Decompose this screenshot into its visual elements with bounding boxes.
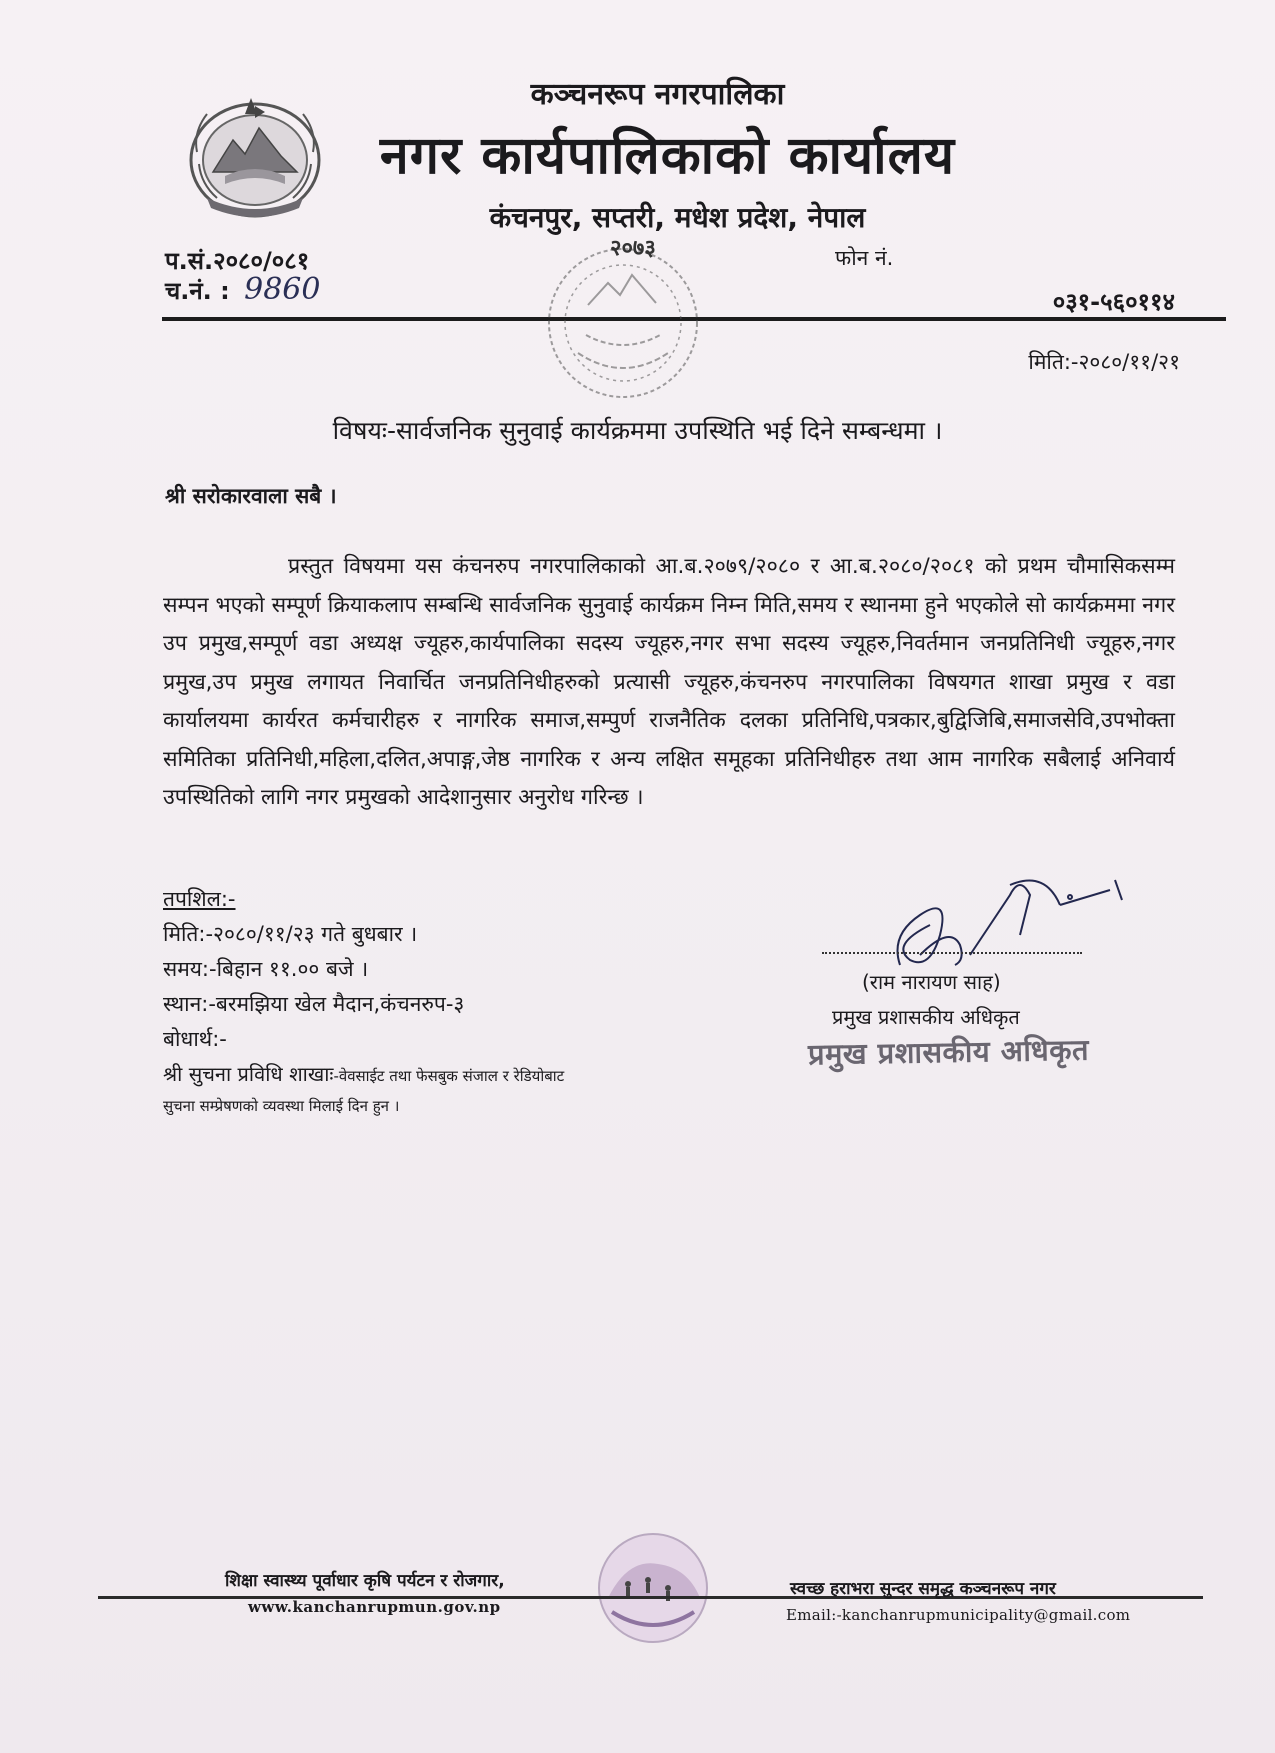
footer-right-slogan: स्वच्छ हराभरा सुन्दर समृद्ध कञ्चनरूप नगर bbox=[790, 1579, 1056, 1599]
cc-instruction-line2: सुचना सम्प्रेषणको व्यवस्था मिलाई दिन हुन । bbox=[163, 1097, 400, 1115]
signature-line bbox=[822, 952, 1082, 954]
phone-label: फोन नं. bbox=[835, 246, 894, 270]
letter-subject: विषयः-सार्वजनिक सुनुवाई कार्यक्रममा उपस्थिति भई दिने सम्बन्धमा । bbox=[332, 416, 943, 445]
phone-number: ०३१-५६०११४ bbox=[1052, 288, 1175, 316]
event-date: मिति:-२०८०/११/२३ गते बुधबार । bbox=[163, 922, 418, 946]
handwritten-signature-icon bbox=[860, 865, 1130, 985]
signatory-name: (राम नारायण साह) bbox=[862, 970, 1001, 994]
patra-sankhya: प.सं.२०८०/०८१ bbox=[165, 247, 310, 275]
office-seal-stamp-icon bbox=[528, 235, 718, 405]
office-address: कंचनपुर, सप्तरी, मधेश प्रदेश, नेपाल bbox=[489, 201, 866, 234]
cc-recipient: श्री सुचना प्रविधि शाखाः bbox=[163, 1062, 334, 1086]
municipality-logo-icon bbox=[588, 1528, 718, 1648]
office-title: नगर कार्यपालिकाको कार्यालय bbox=[379, 126, 956, 186]
cc-line bbox=[163, 1057, 564, 1094]
municipality-name: कञ्चनरूप नगरपालिका bbox=[530, 77, 785, 112]
details-heading: तपशिल:- bbox=[163, 887, 236, 911]
chalani-number bbox=[165, 272, 320, 307]
letter-body: प्रस्तुत विषयमा यस कंचनरुप नगरपालिकाको आ.ब.२०७९/२०८० र आ.ब.२०८०/२०८१ को प्रथम चौमासिकसम्म सम्पन भएको सम्पूर्ण क्रियाकलाप सम्बन्धि सार्वजनिक सुनुवाई कार्यक्रम निम्न मिति,समय र स्थानमा हुने भएकोले सो कार्यक्रममा नगर उप प्रमुख,सम्पूर्ण वडा अध्यक्ष ज्यूहरु,कार्यपालिका सदस्य ज्यूहरु,नगर सभा सदस्य ज्यूहरु,निवर्तमान जनप्रतिनिधी ज्यूहरु,नगर प्रमुख,उप प्रमुख लगायत निवार्चित जनप्रतिनिधीहरुको प्रत्यासी ज्यूहरु,कंचनरुप नगरपालिका विषयगत शाखा प्रमुख र वडा कार्यालयमा कार्यरत कर्मचारीहरु र नागरिक समाज,सम्पुर्ण राजनैतिक दलका प्रतिनिधि,पत्रकार,बुद्विजिबि,समाजसेवि,उपभोक्ता समितिका प्रतिनिधी,महिला,दलित,अपाङ्ग,जेष्ठ नागरिक र अन्य लक्षित समूहका प्रतिनिधीहरु तथा आम नागरिक सबैलाई अनिवार्य उपस्थितिको लागि नगर प्रमुखको आदेशानुसार अनुरोध गरिन्छ । bbox=[163, 554, 1175, 810]
footer-email[interactable]: Email:-kanchanrupmunicipality@gmail.com bbox=[786, 1606, 1131, 1624]
chalani-handwritten-value: 9860 bbox=[244, 272, 321, 307]
stamp-year: २०७३ bbox=[610, 236, 656, 261]
event-time: समय:-बिहान ११.०० बजे । bbox=[163, 957, 369, 981]
footer-website[interactable]: www.kanchanrupmun.gov.np bbox=[248, 1598, 501, 1616]
bodharth-label: बोधार्थ:- bbox=[163, 1027, 227, 1051]
details-block bbox=[163, 882, 564, 1118]
designation-stamp: प्रमुख प्रशासकीय अधिकृत bbox=[807, 1032, 1090, 1072]
cc-instruction: -वेवसाईट तथा फेसबुक संजाल र रेडियोबाट bbox=[333, 1067, 565, 1085]
footer-left-slogan: शिक्षा स्वास्थ्य पूर्वाधार कृषि पर्यटन र रोजगार, bbox=[225, 1571, 505, 1591]
letter-date: मिति:-२०८०/११/२१ bbox=[1028, 350, 1180, 374]
chalani-label: च.नं. : bbox=[165, 277, 230, 305]
letter-greeting: श्री सरोकारवाला सबै । bbox=[165, 484, 337, 508]
event-place: स्थान:-बरमझिया खेल मैदान,कंचनरुप-३ bbox=[163, 992, 465, 1016]
signatory-title: प्रमुख प्रशासकीय अधिकृत bbox=[832, 1005, 1020, 1029]
